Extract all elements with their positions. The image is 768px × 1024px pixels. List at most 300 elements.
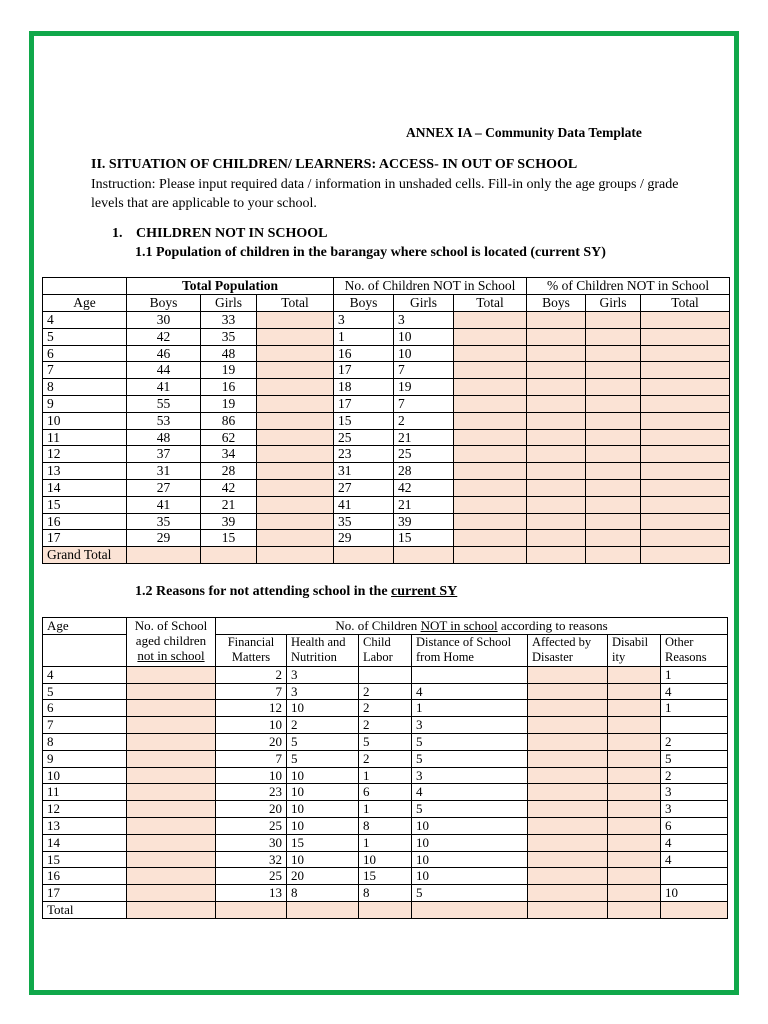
input-cell[interactable] (608, 868, 661, 885)
input-cell[interactable] (527, 379, 586, 396)
input-cell[interactable] (257, 446, 334, 463)
sub-header: Girls (394, 295, 454, 312)
input-cell[interactable] (641, 429, 730, 446)
girls-not-in-school-cell: 2 (394, 412, 454, 429)
age-cell: 8 (43, 379, 127, 396)
child-labor-cell: 8 (359, 885, 412, 902)
girls-not-in-school-cell: 28 (394, 463, 454, 480)
input-cell[interactable] (641, 463, 730, 480)
reasons-group-suffix: according to reasons (497, 618, 608, 634)
boys-total-cell: 55 (127, 395, 201, 412)
input-cell[interactable] (586, 328, 641, 345)
input-cell[interactable] (527, 479, 586, 496)
table-row (43, 513, 730, 530)
health-cell: 2 (287, 717, 359, 734)
boys-total-cell: 31 (127, 463, 201, 480)
boys-not-in-school-cell: 18 (334, 379, 394, 396)
input-cell[interactable] (641, 496, 730, 513)
input-cell[interactable] (527, 496, 586, 513)
girls-total-cell: 35 (201, 328, 257, 345)
input-cell[interactable] (527, 513, 586, 530)
input-cell[interactable] (127, 817, 216, 834)
input-cell[interactable] (528, 750, 608, 767)
age-cell: 10 (43, 767, 127, 784)
input-cell[interactable] (454, 496, 527, 513)
input-cell[interactable] (454, 362, 527, 379)
table-row (43, 429, 730, 446)
health-cell: 10 (287, 767, 359, 784)
input-cell[interactable] (608, 851, 661, 868)
input-cell[interactable] (586, 345, 641, 362)
other-reasons-cell (661, 868, 728, 885)
table-row (43, 868, 728, 885)
age-cell: 7 (43, 362, 127, 379)
other-reasons-cell: 2 (661, 733, 728, 750)
input-cell[interactable] (586, 463, 641, 480)
input-cell[interactable] (359, 901, 412, 918)
reason-header-health: Health and Nutrition (287, 634, 359, 666)
boys-not-in-school-cell: 35 (334, 513, 394, 530)
input-cell[interactable] (528, 700, 608, 717)
heading-reasons-current-sy: current SY (391, 584, 458, 599)
heading-text: CHILDREN NOT IN SCHOOL (136, 226, 328, 241)
input-cell[interactable] (257, 547, 334, 564)
heading-children-not-in-school (112, 226, 328, 242)
boys-total-cell: 30 (127, 312, 201, 329)
input-cell[interactable] (257, 463, 334, 480)
input-cell[interactable] (528, 784, 608, 801)
table-row (43, 312, 730, 329)
input-cell[interactable] (394, 547, 454, 564)
boys-not-in-school-cell: 17 (334, 395, 394, 412)
input-cell[interactable] (127, 666, 216, 683)
input-cell[interactable] (257, 379, 334, 396)
input-cell[interactable] (528, 666, 608, 683)
input-cell[interactable] (528, 817, 608, 834)
input-cell[interactable] (586, 530, 641, 547)
input-cell[interactable] (528, 851, 608, 868)
input-cell[interactable] (527, 429, 586, 446)
financial-cell: 25 (216, 868, 287, 885)
input-cell[interactable] (608, 666, 661, 683)
financial-cell: 23 (216, 784, 287, 801)
input-cell[interactable] (287, 901, 359, 918)
input-cell[interactable] (608, 767, 661, 784)
input-cell[interactable] (608, 834, 661, 851)
input-cell[interactable] (127, 868, 216, 885)
girls-total-cell: 62 (201, 429, 257, 446)
input-cell[interactable] (586, 379, 641, 396)
girls-total-cell: 28 (201, 463, 257, 480)
input-cell[interactable] (454, 412, 527, 429)
age-cell: 5 (43, 683, 127, 700)
input-cell[interactable] (641, 379, 730, 396)
distance-cell: 4 (412, 784, 528, 801)
age-cell: 16 (43, 868, 127, 885)
table-row (43, 463, 730, 480)
distance-cell: 10 (412, 834, 528, 851)
child-labor-cell: 10 (359, 851, 412, 868)
input-cell[interactable] (257, 412, 334, 429)
input-cell[interactable] (641, 328, 730, 345)
table-row (43, 666, 728, 683)
input-cell[interactable] (454, 429, 527, 446)
other-reasons-cell: 5 (661, 750, 728, 767)
input-cell[interactable] (127, 834, 216, 851)
age-cell: 10 (43, 412, 127, 429)
table-row (43, 717, 728, 734)
input-cell[interactable] (127, 750, 216, 767)
input-cell[interactable] (527, 362, 586, 379)
reason-header-disaster: Affected by Disaster (528, 634, 608, 666)
input-cell[interactable] (528, 834, 608, 851)
health-cell: 15 (287, 834, 359, 851)
other-reasons-cell: 4 (661, 834, 728, 851)
age-header-blank (43, 278, 127, 295)
total-population-header: Total Population (127, 278, 334, 295)
age-header: Age (43, 295, 127, 312)
child-labor-cell: 2 (359, 683, 412, 700)
input-cell[interactable] (528, 683, 608, 700)
financial-cell: 20 (216, 733, 287, 750)
input-cell[interactable] (641, 479, 730, 496)
health-cell: 3 (287, 666, 359, 683)
table-row (43, 801, 728, 818)
input-cell[interactable] (127, 767, 216, 784)
input-cell[interactable] (586, 496, 641, 513)
input-cell[interactable] (412, 901, 528, 918)
input-cell[interactable] (608, 717, 661, 734)
input-cell[interactable] (527, 395, 586, 412)
input-cell[interactable] (641, 446, 730, 463)
input-cell[interactable] (257, 479, 334, 496)
age-cell: 11 (43, 429, 127, 446)
boys-total-cell: 42 (127, 328, 201, 345)
financial-cell: 7 (216, 683, 287, 700)
input-cell[interactable] (641, 412, 730, 429)
input-cell[interactable] (527, 530, 586, 547)
table-row (43, 817, 728, 834)
distance-cell: 10 (412, 817, 528, 834)
input-cell[interactable] (608, 901, 661, 918)
input-cell[interactable] (216, 901, 287, 918)
boys-not-in-school-cell: 16 (334, 345, 394, 362)
input-cell[interactable] (608, 750, 661, 767)
total-label: Total (43, 901, 127, 918)
input-cell[interactable] (257, 530, 334, 547)
financial-cell: 20 (216, 801, 287, 818)
input-cell[interactable] (127, 717, 216, 734)
input-cell[interactable] (586, 513, 641, 530)
child-labor-cell (359, 666, 412, 683)
boys-not-in-school-cell: 3 (334, 312, 394, 329)
input-cell[interactable] (454, 328, 527, 345)
table-row (43, 379, 730, 396)
heading-reasons (135, 584, 461, 600)
input-cell[interactable] (641, 345, 730, 362)
boys-total-cell: 37 (127, 446, 201, 463)
sub-header: Total (641, 295, 730, 312)
input-cell[interactable] (454, 446, 527, 463)
girls-total-cell: 21 (201, 496, 257, 513)
health-cell: 10 (287, 801, 359, 818)
input-cell[interactable] (527, 463, 586, 480)
school-aged-header-text: No. of School aged children (134, 618, 208, 648)
age-cell: 5 (43, 328, 127, 345)
other-reasons-cell: 3 (661, 801, 728, 818)
table-row (43, 412, 730, 429)
reasons-group-prefix: No. of Children (335, 618, 421, 634)
boys-not-in-school-cell: 27 (334, 479, 394, 496)
boys-total-cell: 35 (127, 513, 201, 530)
input-cell[interactable] (608, 784, 661, 801)
child-labor-cell: 2 (359, 750, 412, 767)
input-cell[interactable] (527, 446, 586, 463)
financial-cell: 12 (216, 700, 287, 717)
age-cell: 16 (43, 513, 127, 530)
boys-not-in-school-cell: 31 (334, 463, 394, 480)
input-cell[interactable] (257, 362, 334, 379)
age-cell: 4 (43, 312, 127, 329)
distance-cell: 10 (412, 851, 528, 868)
boys-total-cell: 44 (127, 362, 201, 379)
input-cell[interactable] (527, 312, 586, 329)
input-cell[interactable] (608, 683, 661, 700)
input-cell[interactable] (257, 345, 334, 362)
age-cell: 12 (43, 801, 127, 818)
input-cell[interactable] (257, 328, 334, 345)
input-cell[interactable] (127, 885, 216, 902)
input-cell[interactable] (257, 429, 334, 446)
input-cell[interactable] (641, 362, 730, 379)
table-row (43, 767, 728, 784)
input-cell[interactable] (608, 700, 661, 717)
girls-not-in-school-cell: 39 (394, 513, 454, 530)
financial-cell: 7 (216, 750, 287, 767)
health-cell: 10 (287, 784, 359, 801)
boys-not-in-school-cell: 17 (334, 362, 394, 379)
input-cell[interactable] (127, 851, 216, 868)
reason-header-financial: Financial Matters (216, 634, 287, 666)
input-cell[interactable] (334, 547, 394, 564)
distance-cell (412, 666, 528, 683)
table-row (43, 834, 728, 851)
table-row (43, 395, 730, 412)
input-cell[interactable] (127, 700, 216, 717)
input-cell[interactable] (127, 733, 216, 750)
distance-cell: 3 (412, 717, 528, 734)
distance-cell: 10 (412, 868, 528, 885)
school-aged-header (127, 618, 216, 667)
annex-title: ANNEX IA – Community Data Template (406, 125, 642, 140)
input-cell[interactable] (641, 530, 730, 547)
input-cell[interactable] (528, 868, 608, 885)
girls-total-cell: 19 (201, 362, 257, 379)
boys-total-cell: 29 (127, 530, 201, 547)
input-cell[interactable] (608, 885, 661, 902)
table-row (43, 496, 730, 513)
input-cell[interactable] (527, 345, 586, 362)
girls-total-cell: 19 (201, 395, 257, 412)
table-row (43, 750, 728, 767)
input-cell[interactable] (127, 801, 216, 818)
table-row (43, 700, 728, 717)
health-cell: 10 (287, 851, 359, 868)
input-cell[interactable] (201, 547, 257, 564)
input-cell[interactable] (586, 479, 641, 496)
input-cell[interactable] (454, 379, 527, 396)
reason-header-disability: Disabil ity (608, 634, 661, 666)
age-header-blank (43, 634, 127, 666)
input-cell[interactable] (528, 885, 608, 902)
input-cell[interactable] (454, 479, 527, 496)
girls-total-cell: 48 (201, 345, 257, 362)
boys-not-in-school-cell: 29 (334, 530, 394, 547)
girls-not-in-school-cell: 15 (394, 530, 454, 547)
input-cell[interactable] (127, 901, 216, 918)
input-cell[interactable] (127, 683, 216, 700)
input-cell[interactable] (257, 312, 334, 329)
input-cell[interactable] (528, 801, 608, 818)
girls-not-in-school-cell: 42 (394, 479, 454, 496)
boys-total-cell: 41 (127, 379, 201, 396)
input-cell[interactable] (641, 312, 730, 329)
reasons-group-underlined: NOT in school (420, 618, 498, 634)
reason-header-distance: Distance of School from Home (412, 634, 528, 666)
input-cell[interactable] (454, 547, 527, 564)
other-reasons-cell: 10 (661, 885, 728, 902)
health-cell: 8 (287, 885, 359, 902)
input-cell[interactable] (127, 547, 201, 564)
input-cell[interactable] (586, 446, 641, 463)
age-cell: 7 (43, 717, 127, 734)
input-cell[interactable] (454, 463, 527, 480)
input-cell[interactable] (586, 362, 641, 379)
input-cell[interactable] (528, 733, 608, 750)
heading-reasons-prefix: 1.2 Reasons for not attending school in the (135, 584, 392, 599)
input-cell[interactable] (528, 717, 608, 734)
child-labor-cell: 15 (359, 868, 412, 885)
financial-cell: 2 (216, 666, 287, 683)
input-cell[interactable] (641, 513, 730, 530)
input-cell[interactable] (608, 801, 661, 818)
heading-number: 1. (112, 226, 123, 241)
input-cell[interactable] (454, 530, 527, 547)
girls-not-in-school-cell: 10 (394, 345, 454, 362)
input-cell[interactable] (454, 395, 527, 412)
boys-total-cell: 27 (127, 479, 201, 496)
table-row (43, 328, 730, 345)
boys-not-in-school-cell: 23 (334, 446, 394, 463)
input-cell[interactable] (528, 767, 608, 784)
input-cell[interactable] (586, 312, 641, 329)
table-row (43, 479, 730, 496)
grand-total-label: Grand Total (43, 547, 127, 564)
child-labor-cell: 6 (359, 784, 412, 801)
table-row (43, 885, 728, 902)
sub-header: Boys (334, 295, 394, 312)
input-cell[interactable] (527, 328, 586, 345)
section-title: II. SITUATION OF CHILDREN/ LEARNERS: ACCESS- IN OUT OF SCHOOL (91, 157, 578, 172)
input-cell[interactable] (257, 496, 334, 513)
input-cell[interactable] (257, 395, 334, 412)
distance-cell: 5 (412, 750, 528, 767)
girls-not-in-school-cell: 10 (394, 328, 454, 345)
reasons-table (42, 617, 728, 919)
age-cell: 13 (43, 463, 127, 480)
financial-cell: 30 (216, 834, 287, 851)
age-cell: 13 (43, 817, 127, 834)
age-cell: 4 (43, 666, 127, 683)
financial-cell: 10 (216, 767, 287, 784)
table-row (43, 851, 728, 868)
financial-cell: 13 (216, 885, 287, 902)
sub-header: Girls (201, 295, 257, 312)
age-cell: 15 (43, 496, 127, 513)
age-cell: 6 (43, 345, 127, 362)
girls-not-in-school-cell: 21 (394, 429, 454, 446)
other-reasons-cell: 1 (661, 666, 728, 683)
age-cell: 9 (43, 750, 127, 767)
boys-total-cell: 48 (127, 429, 201, 446)
age-cell: 12 (43, 446, 127, 463)
table-row (43, 446, 730, 463)
sub-header: Boys (527, 295, 586, 312)
boys-not-in-school-cell: 1 (334, 328, 394, 345)
input-cell[interactable] (586, 395, 641, 412)
input-cell[interactable] (661, 901, 728, 918)
input-cell[interactable] (528, 901, 608, 918)
input-cell[interactable] (527, 412, 586, 429)
age-cell: 17 (43, 530, 127, 547)
input-cell[interactable] (641, 547, 730, 564)
other-reasons-cell: 2 (661, 767, 728, 784)
girls-not-in-school-cell: 7 (394, 395, 454, 412)
input-cell[interactable] (454, 312, 527, 329)
distance-cell: 4 (412, 683, 528, 700)
school-aged-header-underlined: not in school (137, 648, 205, 663)
other-reasons-cell: 4 (661, 683, 728, 700)
input-cell[interactable] (608, 817, 661, 834)
input-cell[interactable] (586, 429, 641, 446)
health-cell: 10 (287, 700, 359, 717)
age-cell: 8 (43, 733, 127, 750)
input-cell[interactable] (127, 784, 216, 801)
input-cell[interactable] (454, 345, 527, 362)
input-cell[interactable] (586, 412, 641, 429)
other-reasons-cell: 4 (661, 851, 728, 868)
girls-total-cell: 34 (201, 446, 257, 463)
child-labor-cell: 8 (359, 817, 412, 834)
health-cell: 5 (287, 750, 359, 767)
input-cell[interactable] (641, 395, 730, 412)
input-cell[interactable] (257, 513, 334, 530)
health-cell: 5 (287, 733, 359, 750)
input-cell[interactable] (454, 513, 527, 530)
child-labor-cell: 1 (359, 801, 412, 818)
sub-header: Boys (127, 295, 201, 312)
boys-total-cell: 41 (127, 496, 201, 513)
table-row (43, 530, 730, 547)
child-labor-cell: 2 (359, 700, 412, 717)
input-cell[interactable] (608, 733, 661, 750)
age-header: Age (43, 618, 127, 635)
age-cell: 14 (43, 479, 127, 496)
financial-cell: 25 (216, 817, 287, 834)
input-cell[interactable] (586, 547, 641, 564)
input-cell[interactable] (527, 547, 586, 564)
child-labor-cell: 1 (359, 834, 412, 851)
